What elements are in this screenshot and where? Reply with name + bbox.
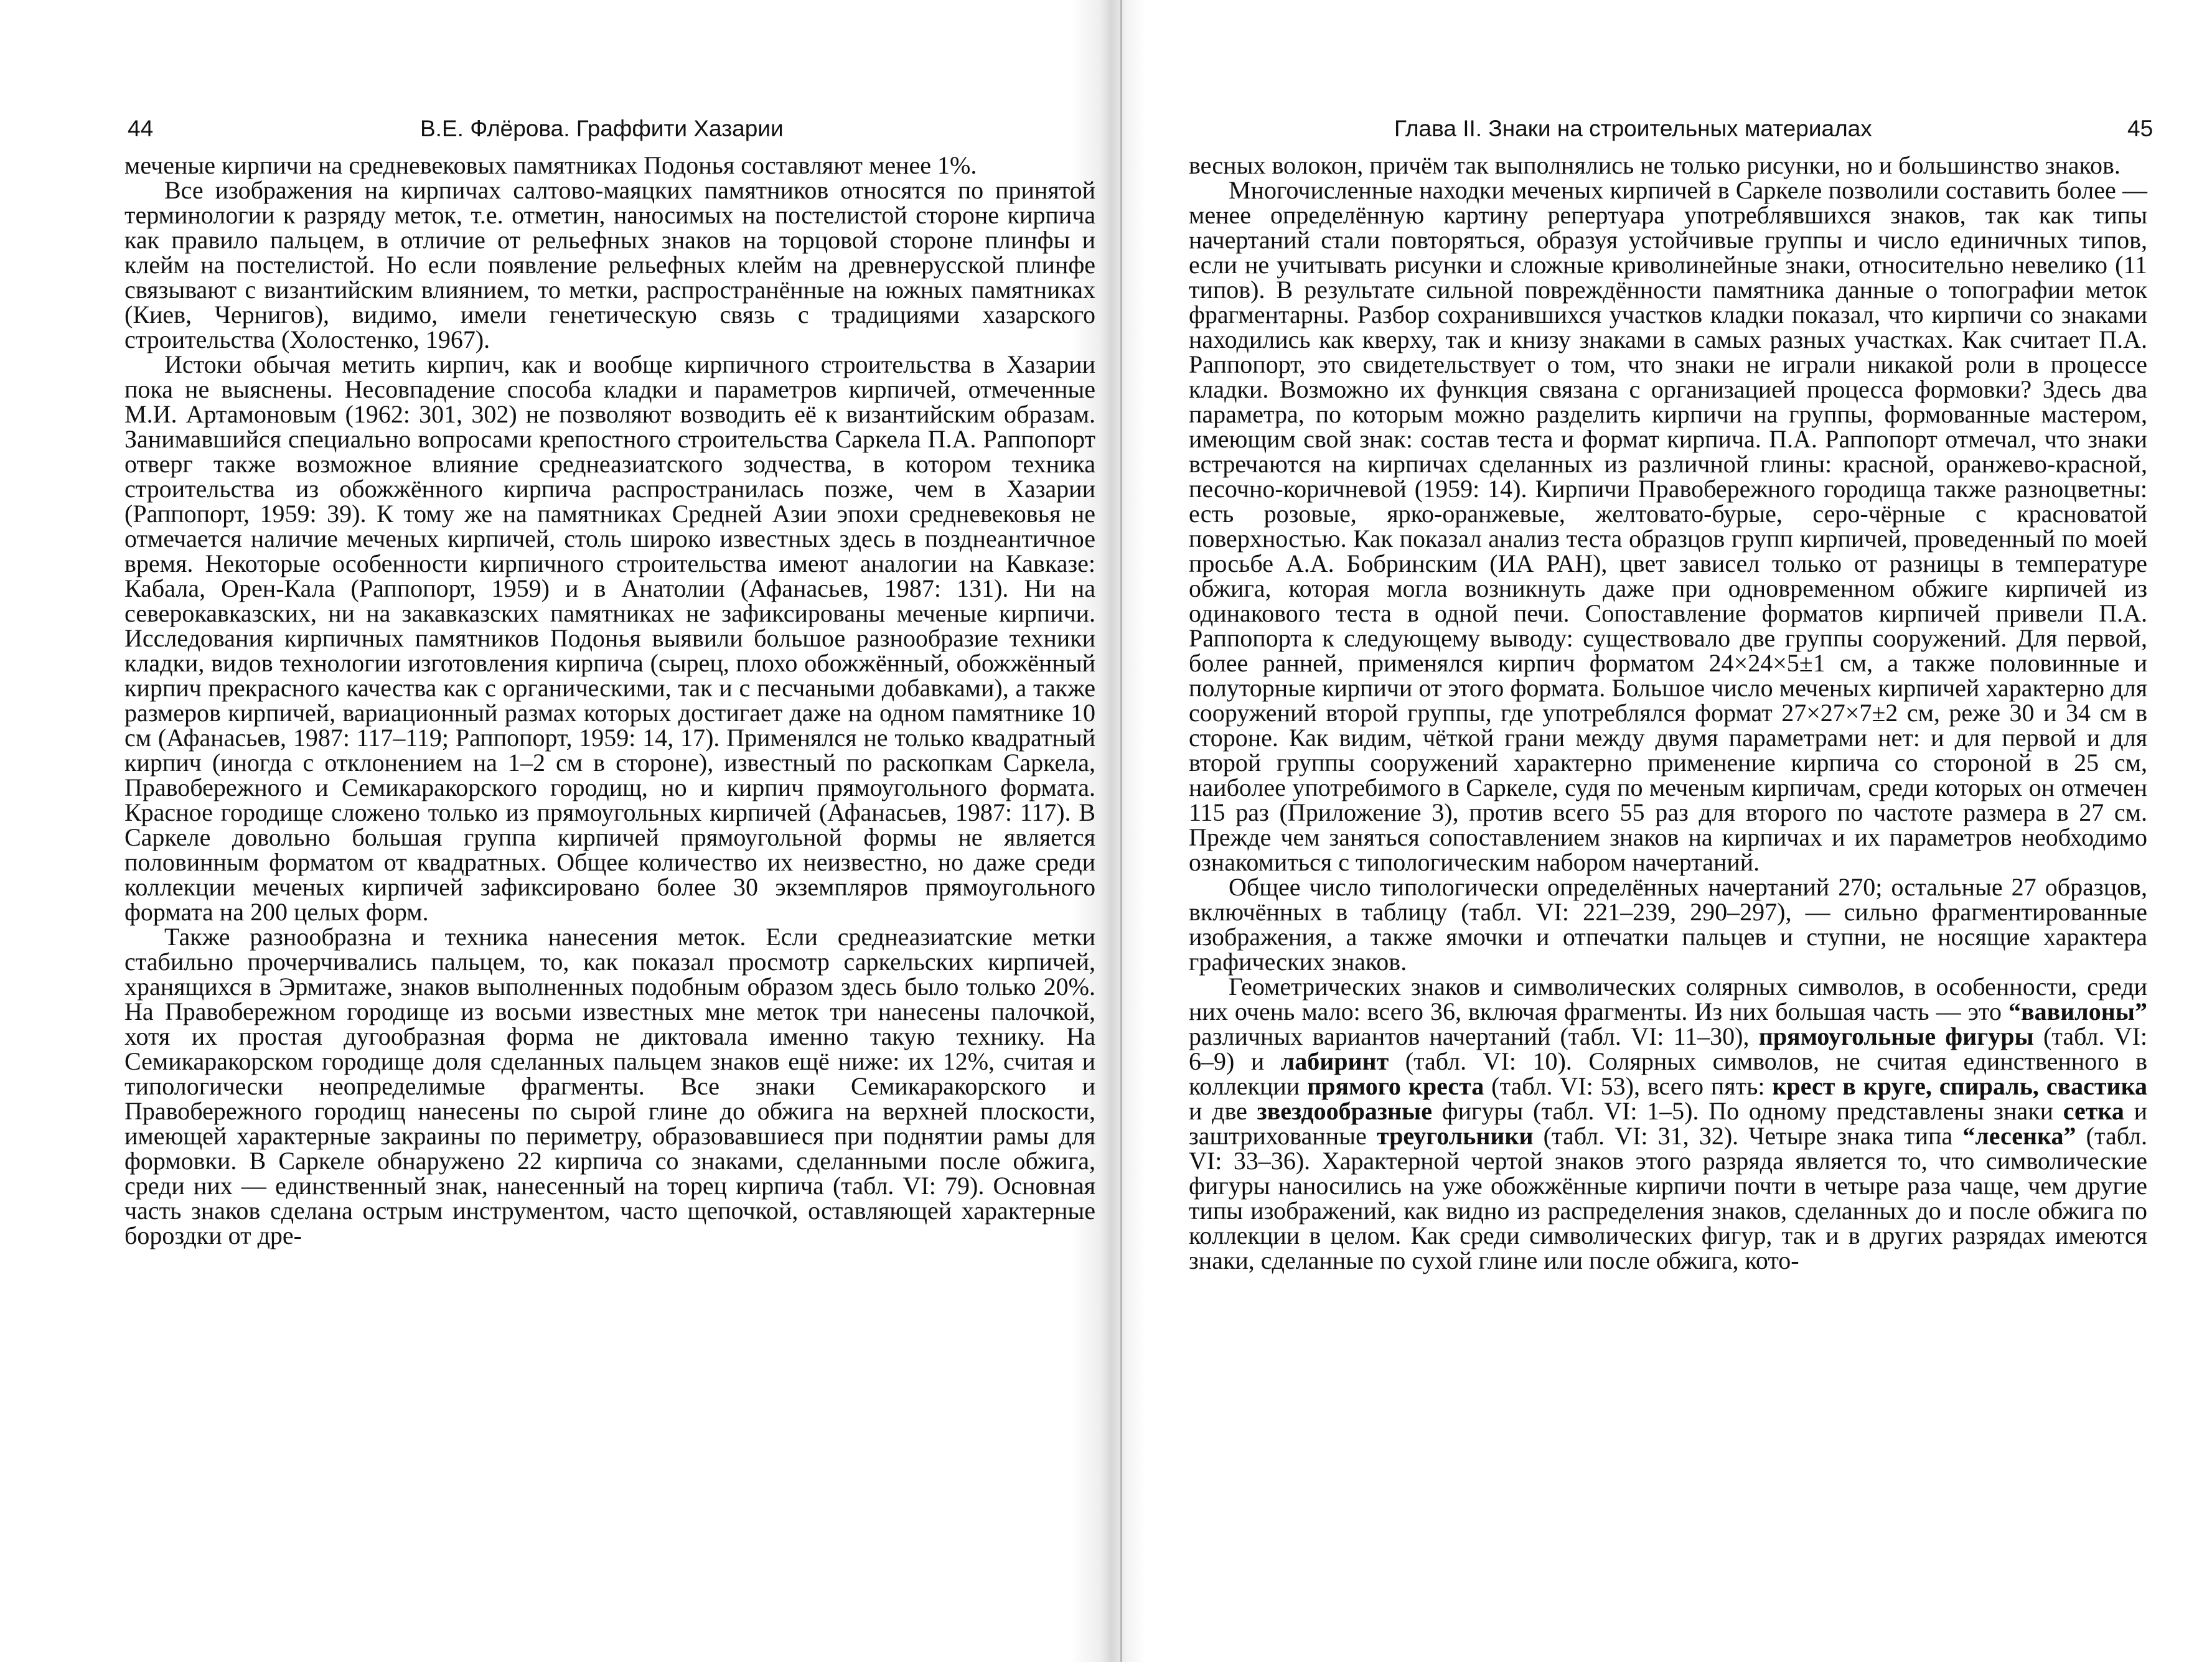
right-page-body <box>1189 153 2147 1273</box>
left-paragraph: Также разнообразна и техника нанесения меток. Если среднеазиатские метки стабильно прочерчивались пальцем, то, как показал просмотр саркельских кирпичей, хранящихся в Эрмитаже, знаков выполненных подобным образом здесь было только 20%. На Правобережном городище из восьми известных мне меток три нанесены палочкой, хотя их простая дугообразная форма не диктовала именно такую технику. На Семикаракорском городище доля сделанных пальцем знаков ещё ниже: их 12%, считая и типологически неопределимые фрагменты. Все знаки Семикаракорского и Правобережного городищ нанесены по сырой глине до обжига на верхней плоскости, имеющей характерные закраины по периметру, образовавшиеся при поднятии рамы для формовки. В Саркеле обнаружено 22 кирпича со знаками, сделанными после обжига, среди них — единственный знак, нанесенный на торец кирпича (табл. VI: 79). Основная часть знаков сделана острым инструментом, часто щепочкой, оставляющей характерные бороздки от дре- <box>124 923 1095 1249</box>
text-run: (табл. VI: 10). Солярных символов, не считая единственного в коллекции <box>1189 1047 2147 1100</box>
text-run: (табл. VI: 6–9) и <box>1189 1022 2147 1075</box>
right-paragraph-symbols <box>1189 974 2147 1273</box>
bold-term: звездообразные <box>1257 1097 1432 1125</box>
left-paragraph: меченые кирпичи на средневековых памятниках Подонья составляют менее 1%. <box>124 151 977 179</box>
right-paragraph: Многочисленные находки меченых кирпичей в Саркеле позволили составить более — менее определённую картину репертуара употреблявшихся знаков, так как типы начертаний стали повторяться, образуя устойчивые группы и число единичных типов, если не учитывать рисунки и сложные криволинейные знаки, относительно невелико (11 типов). В результате сильной повреждённости памятника данные о топографии меток фрагментарны. Разбор сохранившихся участков кладки показал, что кирпичи со знаками находились как кверху, так и книзу знаками в самых разных участках. Как считает П.А. Раппопорт, это свидетельствует о том, что знаки не играли никакой роли в процессе кладки. Возможно их функция связана с организацией процесса формовки? Здесь два параметра, по которым можно разделить кирпичи на группы, формованные мастером, имеющим свой знак: состав теста и формат кирпича. П.А. Раппопорт отмечал, что знаки встречаются на кирпичах сделанных из различной глины: красной, оранжево-красной, песочно-коричневой (1959: 14). Кирпичи Правобережного городища также разноцветны: есть розовые, ярко-оранжевые, желтовато-бурые, серо-чёрные с красноватой поверхностью. Как показал анализ теста образцов групп кирпичей, проведенный по моей просьбе А.А. Бобринским (ИА РАН), цвет зависел только от разницы в температуре обжига, которая могла возникнуть даже при одновременном обжиге кирпичей из одинакового теста в одной печи. Сопоставление форматов кирпичей привели П.А. Раппопорта к следующему выводу: существовало две группы сооружений. Для первой, более ранней, применялся кирпич форматом 24×24×5±1 см, а также половинные и полуторные кирпичи от этого формата. Большое число меченых кирпичей характерно для сооружений второй группы, где употреблялся формат 27×27×7±2 см, реже 30 и 34 см в стороне. Как видим, чёткой грани между двумя параметрами нет: и для первой и для второй группы сооружений характерно применение кирпича со стороной в 25 см, наиболее употребимого в Саркеле, судя по меченым кирпичам, среди которых он отмечен 115 раз (Приложение 3), против всего 55 раз для второго по частоте размера в 27 см. Прежде чем заняться сопоставлением знаков на кирпичах и их параметров необходимо ознакомиться с типологическим набором начертаний. <box>1189 176 2147 876</box>
bold-term: “вавилоны” <box>2008 997 2147 1025</box>
text-run: и две <box>1189 1097 1257 1125</box>
text-run: (табл. VI: 31, 32). Четыре знака типа <box>1533 1122 1963 1150</box>
left-paragraph: Все изображения на кирпичах салтово-маяцких памятников относятся по принятой терминологии к разряду меток, т.е. отметин, наносимых на постелистой стороне кирпича как правило пальцем, в отличие от рельефных знаков на торцовой стороне плинфы и клейм на постелистой. Но если появление рельефных клейм на древнерусской плинфе связывают с византийским влиянием, то метки, распространённые на южных памятниках (Киев, Чернигов), видимо, имели генетическую связь с традициями хазарского строительства (Холостенко, 1967). <box>124 176 1095 353</box>
gutter-fold <box>1120 0 1122 1662</box>
bold-term: прямого креста <box>1307 1072 1484 1100</box>
right-running-header: Глава II. Знаки на строительных материалах <box>1394 116 1872 141</box>
left-page-number: 44 <box>128 116 154 141</box>
bold-term: “лесенка” <box>1962 1122 2076 1150</box>
text-run: (табл. VI: 53), всего пять: <box>1484 1072 1773 1100</box>
left-paragraph: Истоки обычая метить кирпич, как и вообще кирпичного строительства в Хазарии пока не выяснены. Несовпадение способа кладки и параметров кирпичей, отмеченные М.И. Артамоновым (1962: 301, 302) не позволяют возводить её к византийским образам. Занимавшийся специально вопросами крепостного строительства Саркела П.А. Раппопорт отверг также возможное влияние среднеазиатского зодчества, в котором техника строительства из обожжённого кирпича распространилась позже, чем в Хазарии (Раппопорт, 1959: 39). К тому же на памятниках Средней Азии эпохи средневековья не отмечается наличие меченых кирпичей, столь широко известных здесь в позднеантичное время. Некоторые особенности кирпичного строительства имеют аналогии на Кавказе: Кабала, Орен-Кала (Раппопорт, 1959) и в Анатолии (Афанасьев, 1987: 131). Ни на северокавказских, ни на закавказских памятниках не зафиксированы меченые кирпичи. Исследования кирпичных памятников Подонья выявили большое разнообразие техники кладки, видов технологии изготовления кирпича (сырец, плохо обожжённый, обожжённый кирпич прекрасного качества как с органическими, так и с песчаными добавками), а также размеров кирпичей, вариационный размах которых достигает даже на одном памятнике 10 см (Афанасьев, 1987: 117–119; Раппопорт, 1959: 14, 17). Применялся не только квадратный кирпич (иногда с отклонением на 1–2 см в стороне), известный по раскопкам Саркела, Правобережного и Семикаракорского городищ, но и кирпич прямоугольного формата. Красное городище сложено только из прямоугольных кирпичей (Афанасьев, 1987: 117). В Саркеле довольно большая группа кирпичей прямоугольной формы не является половинным форматом от квадратных. Общее количество их неизвестно, но даже среди коллекции меченых кирпичей зафиксировано более 30 экземпляров прямоугольного формата на 200 целых форм. <box>124 350 1095 926</box>
text-run: фигуры (табл. VI: 1–5). По одному представлены знаки <box>1432 1097 2063 1125</box>
bold-term: прямоугольные фигуры <box>1758 1022 2034 1050</box>
text-run: (табл. VI: 33–36). Характерной чертой знаков этого разряда является то, что символические фигуры наносились на уже обожжённые кирпичи почти в четыре раза чаще, чем другие типы изображений, как видно из распределения знаков, сделанных до и после обжига по коллекции в целом. Как среди символических фигур, так и в других разрядах имеются знаки, сделанные по сухой глине или после обжига, кото- <box>1189 1122 2148 1274</box>
right-page-number: 45 <box>2127 116 2153 141</box>
bold-term: треугольники <box>1376 1122 1534 1150</box>
left-page-body <box>124 153 1095 1248</box>
bold-term: сетка <box>2063 1097 2124 1125</box>
text-run: Геометрических знаков и символических солярных символов, в особенности, среди них очень мало: всего 36, включая фрагменты. Из них большая часть — это <box>1189 973 2147 1025</box>
left-running-header: В.Е. Флёрова. Граффити Хазарии <box>420 116 784 141</box>
text-run: и заштрихованные <box>1189 1097 2148 1150</box>
right-paragraph: Общее число типологически определённых начертаний 270; остальные 27 образцов, включённых в таблицу (табл. VI: 221–239, 290–297), — сильно фрагментированные изображения, а также ямочки и отпечатки пальцев и ступни, не носящие характера графических знаков. <box>1189 873 2147 976</box>
bold-term: крест в круге, спираль, свастика <box>1772 1072 2148 1100</box>
bold-term: лабиринт <box>1280 1047 1389 1075</box>
right-paragraph: весных волокон, причём так выполнялись не только рисунки, но и большинство знаков. <box>1189 151 2121 179</box>
text-run: различных вариантов начертаний (табл. VI: 11–30), <box>1189 1022 1759 1050</box>
